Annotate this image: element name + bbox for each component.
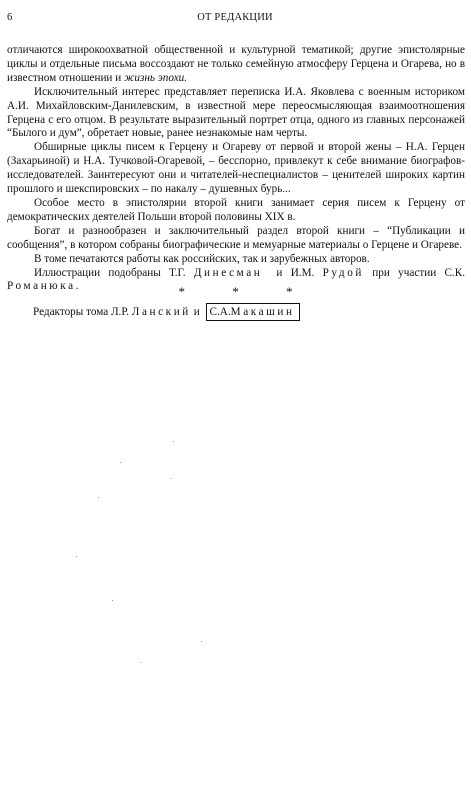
page-number: 6 [7, 12, 13, 23]
italic-phrase: жизнь эпохи. [124, 71, 188, 84]
paragraph-authors: В томе печатаются работы как российских, так и зарубежных авторов. [34, 252, 370, 265]
page-header [7, 12, 463, 28]
boxed-editor-surname: Макашин [230, 306, 295, 318]
paragraph-wives-letters: Обширные циклы писем к Герцену и Огареву от первой и второй жены – Н.А. Герцен (Захарьиной) и Н.А. Тучковой-Огаревой, – бесспорно, привлекут к себе внимание биографов-исследователей. Заинтересуют они и читателей-неспециалистов – ценителей широких картин прошлого и шекспировских – по накалу – душевных бурь... [7, 141, 465, 196]
paragraph-polish-letters: Особое место в эпистолярии второй книги занимает серия писем к Герцену от демократических деятелей Польши второй половины XIX в. [7, 196, 465, 223]
illustrations-text: Иллюстрации подобраны Т.Г. [34, 266, 186, 279]
volume-editors [33, 303, 300, 321]
body-text [7, 44, 465, 294]
running-title: ОТ РЕДАКЦИИ [197, 12, 273, 23]
illustrations-and: и И.М. [276, 266, 315, 279]
paragraph-publications: Богат и разнообразен и заключительный раздел второй книги – “Публикации и сообщения”, в котором собраны биографические и мемуарные материалы о Герцене и Огареве. [7, 224, 465, 251]
illustrations-participation: при участии С.К. [372, 266, 465, 279]
illustrator-name-2: Рудой [322, 266, 364, 279]
illustrator-name-1: Динесман [193, 266, 263, 279]
boxed-editor-name [206, 303, 300, 321]
paragraph-continuation [7, 44, 465, 86]
editor-name-1: Ланский [131, 306, 191, 318]
editors-and: и [193, 306, 200, 318]
section-separator-stars: * * * [178, 284, 315, 299]
boxed-editor-initials: С.А. [209, 306, 231, 318]
paragraph-text: отличаются широкоохватной общественной и культурной тематикой; другие эпистолярные циклы и отдельные письма воссоздают не только семейную атмосферу Герцена и Огарева, но в известном отношении и [7, 44, 465, 84]
illustrations-end: . [75, 280, 79, 293]
illustrator-name-3: Романюка [7, 280, 76, 293]
paragraph-yakovlev: Исключительный интерес представляет переписка И.А. Яковлева с военным историком А.И. Михайловским-Данилевским, в известной мере переосмысляющая взаимоотношения Герцена с его отцом. В результате выразительный портрет отца, одного из главных персонажей “Былого и дум”, обретает новые, ранее незнакомые нам черты. [7, 85, 465, 140]
editors-prefix: Редакторы тома Л.Р. [33, 306, 129, 318]
